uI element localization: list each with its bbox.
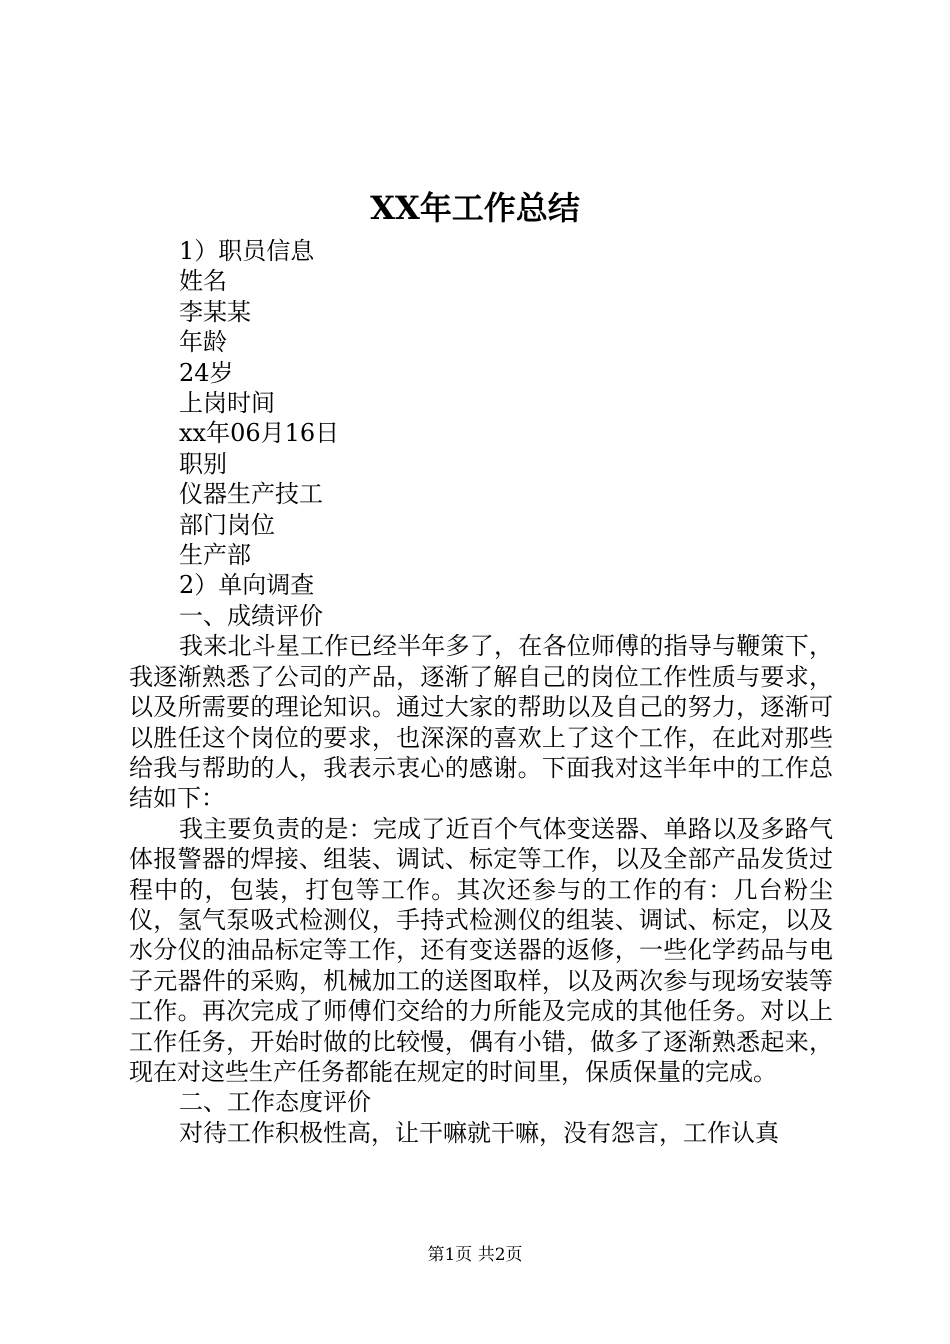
position-label: 职别 xyxy=(179,449,227,478)
department-label: 部门岗位 xyxy=(179,510,275,539)
survey-heading: 2）单向调查 xyxy=(179,571,315,600)
start-date-label: 上岗时间 xyxy=(179,389,275,418)
info-heading: 1）职员信息 xyxy=(179,237,315,265)
position-value: 仪器生产技工 xyxy=(179,480,323,509)
name-label: 姓名 xyxy=(179,267,227,296)
document-body xyxy=(129,236,833,1148)
age-label: 年龄 xyxy=(179,328,227,357)
paragraph-attitude: 对待工作积极性高，让干嘛就干嘛，没有怨言，工作认真 xyxy=(179,1118,779,1147)
age-value: 24岁 xyxy=(179,358,234,387)
start-date-value: xx年06月16日 xyxy=(179,419,340,448)
attitude-heading: 二、工作态度评价 xyxy=(179,1088,371,1117)
document-title: XX年工作总结 xyxy=(370,189,580,227)
page-footer: 第1页 共2页 xyxy=(427,1245,523,1265)
department-value: 生产部 xyxy=(179,541,251,570)
name-value: 李某某 xyxy=(179,297,251,326)
paragraph-duties: 我主要负责的是：完成了近百个气体变送器、单路以及多路气体报警器的焊接、组装、调试、标定等工作，以及全部产品发货过程中的，包装，打包等工作。其次还参与的工作的有：几台粉尘仪，氢气泵吸式检测仪，手持式检测仪的组装、调试、标定，以及水分仪的油品标定等工作，还有变送器的返修，一些化学药品与电子元器件的采购，机械加工的送图取样，以及两次参与现场安装等工作。再次完成了师傅们交给的力所能及完成的其他任务。对以上工作任务，开始时做的比较慢，偶有小错，做多了逐渐熟悉起来，现在对这些生产任务都能在规定的时间里，保质保量的完成。 xyxy=(129,814,833,1086)
paragraph-intro: 我来北斗星工作已经半年多了，在各位师傅的指导与鞭策下，我逐渐熟悉了公司的产品，逐渐了解自己的岗位工作性质与要求，以及所需要的理论知识。通过大家的帮助以及自己的努力，逐渐可以胜任这个岗位的要求，也深深的喜欢上了这个工作，在此对那些给我与帮助的人，我表示衷心的感谢。下面我对这半年中的工作总结如下： xyxy=(129,632,833,813)
performance-heading: 一、成绩评价 xyxy=(179,601,323,630)
